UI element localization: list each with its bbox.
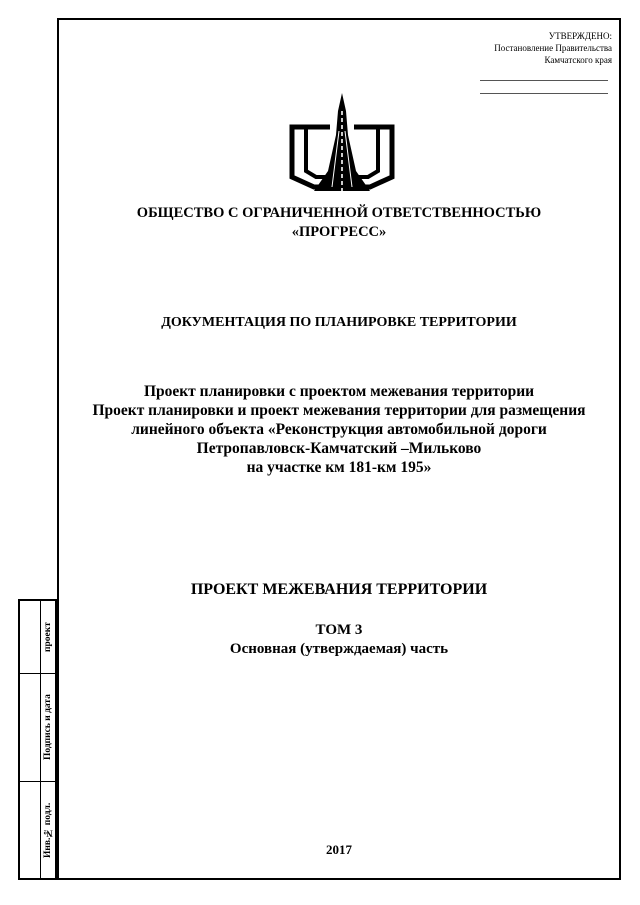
side-stamp [18, 599, 57, 880]
project-line-5: на участке км 181-км 195» [246, 459, 432, 476]
section-title: ПРОЕКТ МЕЖЕВАНИЯ ТЕРРИТОРИИ [190, 581, 488, 598]
approval-block [494, 30, 612, 66]
project-line-4: Петропавловск-Камчатский –Мильково [196, 440, 482, 457]
signature-line-1 [480, 80, 608, 81]
signature-line-2 [480, 93, 608, 94]
stamp-signature-date-label: Подпись и дата [43, 694, 53, 760]
approval-line-1: Постановление Правительства [494, 43, 612, 53]
project-line-1: Проект планировки с проектом межевания территории [143, 383, 535, 400]
approval-title: УТВЕРЖДЕНО: [548, 31, 612, 41]
project-line-3: линейного объекта «Реконструкция автомобильной дороги [131, 421, 547, 438]
side-stamp-row-line-2 [20, 781, 55, 782]
volume-block [59, 621, 619, 659]
company-logo-icon [286, 91, 398, 195]
company-line-2: «ПРОГРЕСС» [291, 224, 387, 240]
stamp-project-label: проект [43, 622, 53, 652]
year: 2017 [326, 842, 352, 857]
project-title [59, 382, 619, 477]
project-line-2: Проект планировки и проект межевания территории для размещения [92, 402, 586, 419]
approval-line-2: Камчатского края [544, 55, 612, 65]
company-name [59, 204, 619, 242]
volume-number: ТОМ 3 [315, 622, 363, 638]
document-type: ДОКУМЕНТАЦИЯ ПО ПЛАНИРОВКЕ ТЕРРИТОРИИ [161, 315, 517, 330]
volume-subtitle: Основная (утверждаемая) часть [229, 641, 449, 657]
stamp-inventory-label: Инв.№ подл. [43, 802, 53, 858]
company-line-1: ОБЩЕСТВО С ОГРАНИЧЕННОЙ ОТВЕТСТВЕННОСТЬЮ [136, 205, 542, 221]
side-stamp-row-line-1 [20, 673, 55, 674]
